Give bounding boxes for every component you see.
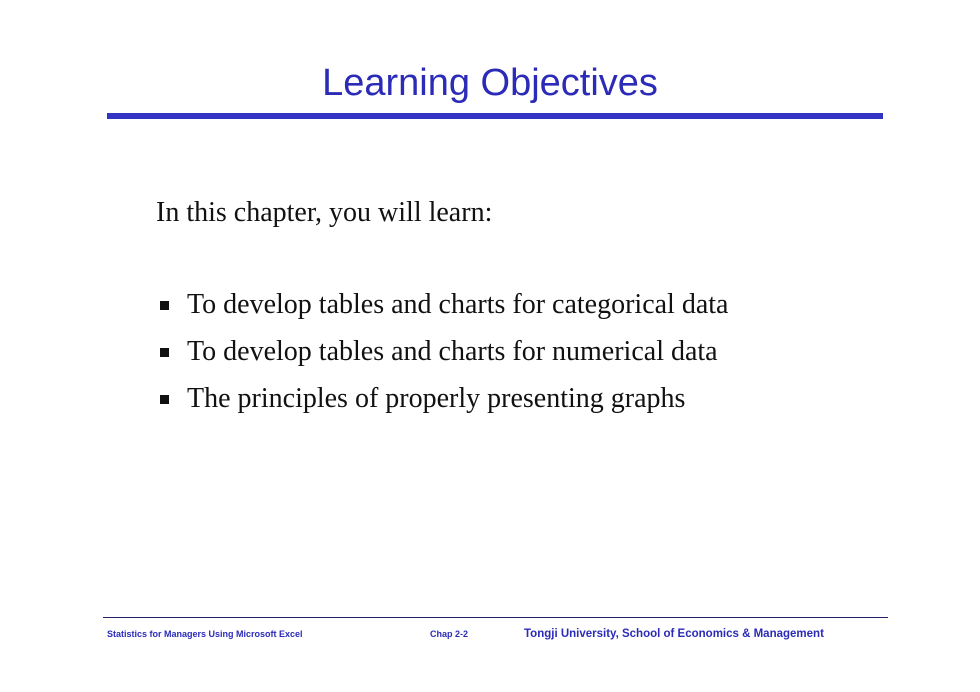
footer-institution: Tongji University, School of Economics & Management <box>524 628 824 640</box>
footer-course-title: Statistics for Managers Using Microsoft Excel <box>107 629 303 639</box>
square-bullet-icon <box>160 348 169 357</box>
square-bullet-icon <box>160 395 169 404</box>
footer-page-number: Chap 2-2 <box>430 629 469 639</box>
list-item-text: To develop tables and charts for numerical data <box>187 336 718 367</box>
square-bullet-icon <box>160 301 169 310</box>
intro-text: In this chapter, you will learn: <box>156 197 493 228</box>
title-underline <box>107 113 883 119</box>
footer-divider <box>103 617 888 618</box>
list-item <box>156 332 728 372</box>
slide-title: Learning Objectives <box>322 62 658 104</box>
list-item <box>156 379 728 419</box>
list-item-text: To develop tables and charts for categorical data <box>187 289 729 320</box>
list-item-text: The principles of properly presenting graphs <box>187 383 686 414</box>
objectives-list <box>156 285 728 426</box>
list-item <box>156 285 728 325</box>
